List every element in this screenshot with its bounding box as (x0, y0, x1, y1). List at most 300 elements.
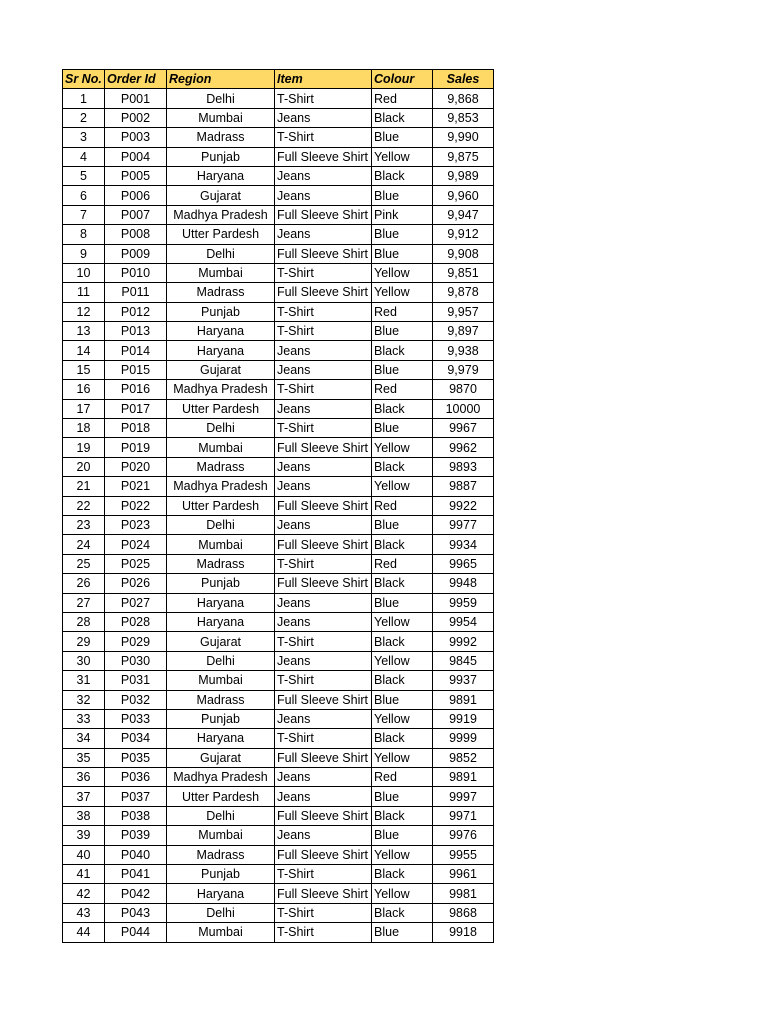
item-cell[interactable]: Full Sleeve Shirt (275, 845, 372, 864)
table-row (63, 457, 494, 476)
item-cell[interactable]: T-Shirt (275, 419, 372, 438)
item-cell[interactable]: T-Shirt (275, 128, 372, 147)
table-row (63, 515, 494, 534)
region-cell[interactable]: Punjab (167, 302, 275, 321)
colour-cell[interactable]: Yellow (372, 845, 433, 864)
item-cell[interactable]: Jeans (275, 477, 372, 496)
item-cell[interactable]: Jeans (275, 341, 372, 360)
colour-cell[interactable]: Black (372, 457, 433, 476)
colour-cell[interactable]: Black (372, 108, 433, 127)
region-cell[interactable]: Madhya Pradesh (167, 380, 275, 399)
order-id-cell[interactable]: P014 (105, 341, 167, 360)
order-id-cell[interactable]: P003 (105, 128, 167, 147)
table-row (63, 438, 494, 457)
region-cell[interactable]: Madhya Pradesh (167, 477, 275, 496)
order-id-cell[interactable]: P023 (105, 515, 167, 534)
item-cell[interactable]: Full Sleeve Shirt (275, 244, 372, 263)
region-cell[interactable]: Gujarat (167, 748, 275, 767)
table-row (63, 477, 494, 496)
sales-cell[interactable]: 9918 (433, 923, 494, 942)
table-row (63, 302, 494, 321)
region-cell[interactable]: Haryana (167, 166, 275, 185)
region-cell[interactable]: Mumbai (167, 263, 275, 282)
sales-cell[interactable]: 9,853 (433, 108, 494, 127)
order-id-cell[interactable]: P034 (105, 729, 167, 748)
sales-cell[interactable]: 9919 (433, 709, 494, 728)
sr-no-cell[interactable]: 12 (63, 302, 105, 321)
colour-cell[interactable]: Black (372, 574, 433, 593)
region-cell[interactable]: Gujarat (167, 632, 275, 651)
sr-no-cell[interactable]: 41 (63, 865, 105, 884)
order-id-cell[interactable]: P015 (105, 360, 167, 379)
item-cell[interactable]: Jeans (275, 515, 372, 534)
colour-cell[interactable]: Red (372, 380, 433, 399)
item-cell[interactable]: Full Sleeve Shirt (275, 748, 372, 767)
sr-no-cell[interactable]: 44 (63, 923, 105, 942)
sales-cell[interactable]: 10000 (433, 399, 494, 418)
sales-cell[interactable]: 9893 (433, 457, 494, 476)
colour-cell[interactable]: Yellow (372, 884, 433, 903)
sr-no-cell[interactable]: 32 (63, 690, 105, 709)
region-cell[interactable]: Gujarat (167, 186, 275, 205)
sales-cell[interactable]: 9934 (433, 535, 494, 554)
sr-no-cell[interactable]: 30 (63, 651, 105, 670)
colour-cell[interactable]: Yellow (372, 283, 433, 302)
sales-cell[interactable]: 9954 (433, 612, 494, 631)
sr-no-cell[interactable]: 29 (63, 632, 105, 651)
colour-cell[interactable]: Yellow (372, 709, 433, 728)
colour-cell[interactable]: Pink (372, 205, 433, 224)
header-item[interactable]: Item (275, 70, 372, 89)
sales-cell[interactable]: 9887 (433, 477, 494, 496)
colour-cell[interactable]: Black (372, 166, 433, 185)
sr-no-cell[interactable]: 23 (63, 515, 105, 534)
sales-cell[interactable]: 9992 (433, 632, 494, 651)
colour-cell[interactable]: Red (372, 302, 433, 321)
colour-cell[interactable]: Blue (372, 360, 433, 379)
item-cell[interactable]: T-Shirt (275, 923, 372, 942)
sr-no-cell[interactable]: 31 (63, 671, 105, 690)
colour-cell[interactable]: Black (372, 903, 433, 922)
region-cell[interactable]: Haryana (167, 612, 275, 631)
sr-no-cell[interactable]: 33 (63, 709, 105, 728)
order-id-cell[interactable]: P029 (105, 632, 167, 651)
region-cell[interactable]: Delhi (167, 89, 275, 108)
sales-cell[interactable]: 9962 (433, 438, 494, 457)
table-row (63, 593, 494, 612)
sales-cell[interactable]: 9948 (433, 574, 494, 593)
sr-no-cell[interactable]: 19 (63, 438, 105, 457)
sales-cell[interactable]: 9961 (433, 865, 494, 884)
region-cell[interactable]: Mumbai (167, 671, 275, 690)
table-row (63, 806, 494, 825)
header-sr-no[interactable]: Sr No. (63, 70, 105, 89)
sales-cell[interactable]: 9,875 (433, 147, 494, 166)
region-cell[interactable]: Madrass (167, 690, 275, 709)
item-cell[interactable]: Jeans (275, 108, 372, 127)
colour-cell[interactable]: Blue (372, 690, 433, 709)
sales-cell[interactable]: 9,960 (433, 186, 494, 205)
colour-cell[interactable]: Yellow (372, 477, 433, 496)
item-cell[interactable]: T-Shirt (275, 729, 372, 748)
region-cell[interactable]: Madrass (167, 554, 275, 573)
region-cell[interactable]: Delhi (167, 903, 275, 922)
colour-cell[interactable]: Yellow (372, 612, 433, 631)
sales-cell[interactable]: 9965 (433, 554, 494, 573)
region-cell[interactable]: Punjab (167, 709, 275, 728)
item-cell[interactable]: Full Sleeve Shirt (275, 574, 372, 593)
item-cell[interactable]: Full Sleeve Shirt (275, 283, 372, 302)
table-row (63, 535, 494, 554)
order-id-cell[interactable]: P042 (105, 884, 167, 903)
table-row (63, 496, 494, 515)
sr-no-cell[interactable]: 17 (63, 399, 105, 418)
sr-no-cell[interactable]: 15 (63, 360, 105, 379)
order-id-cell[interactable]: P037 (105, 787, 167, 806)
order-id-cell[interactable]: P026 (105, 574, 167, 593)
item-cell[interactable]: T-Shirt (275, 903, 372, 922)
item-cell[interactable]: Jeans (275, 225, 372, 244)
order-id-cell[interactable]: P009 (105, 244, 167, 263)
sr-no-cell[interactable]: 25 (63, 554, 105, 573)
item-cell[interactable]: Full Sleeve Shirt (275, 806, 372, 825)
item-cell[interactable]: Full Sleeve Shirt (275, 884, 372, 903)
item-cell[interactable]: Jeans (275, 360, 372, 379)
colour-cell[interactable]: Black (372, 399, 433, 418)
item-cell[interactable]: T-Shirt (275, 322, 372, 341)
sr-no-cell[interactable]: 36 (63, 768, 105, 787)
item-cell[interactable]: Jeans (275, 651, 372, 670)
header-colour[interactable]: Colour (372, 70, 433, 89)
sr-no-cell[interactable]: 35 (63, 748, 105, 767)
table-row (63, 826, 494, 845)
table-row (63, 108, 494, 127)
header-sales[interactable]: Sales (433, 70, 494, 89)
order-id-cell[interactable]: P012 (105, 302, 167, 321)
region-cell[interactable]: Mumbai (167, 826, 275, 845)
table-row (63, 671, 494, 690)
table-row (63, 89, 494, 108)
region-cell[interactable]: Gujarat (167, 360, 275, 379)
item-cell[interactable]: T-Shirt (275, 263, 372, 282)
region-cell[interactable]: Madhya Pradesh (167, 205, 275, 224)
sales-cell[interactable]: 9,938 (433, 341, 494, 360)
colour-cell[interactable]: Black (372, 632, 433, 651)
sales-cell[interactable]: 9922 (433, 496, 494, 515)
order-id-cell[interactable]: P027 (105, 593, 167, 612)
sr-no-cell[interactable]: 24 (63, 535, 105, 554)
sales-cell[interactable]: 9,990 (433, 128, 494, 147)
region-cell[interactable]: Utter Pardesh (167, 399, 275, 418)
colour-cell[interactable]: Yellow (372, 651, 433, 670)
sr-no-cell[interactable]: 13 (63, 322, 105, 341)
item-cell[interactable]: Jeans (275, 593, 372, 612)
region-cell[interactable]: Haryana (167, 593, 275, 612)
region-cell[interactable]: Haryana (167, 729, 275, 748)
item-cell[interactable]: Jeans (275, 768, 372, 787)
table-row (63, 768, 494, 787)
order-id-cell[interactable]: P040 (105, 845, 167, 864)
table-row (63, 729, 494, 748)
order-id-cell[interactable]: P021 (105, 477, 167, 496)
order-id-cell[interactable]: P041 (105, 865, 167, 884)
colour-cell[interactable]: Black (372, 535, 433, 554)
sr-no-cell[interactable]: 18 (63, 419, 105, 438)
sales-cell[interactable]: 9,908 (433, 244, 494, 263)
sr-no-cell[interactable]: 20 (63, 457, 105, 476)
table-row (63, 263, 494, 282)
header-region[interactable]: Region (167, 70, 275, 89)
sales-cell[interactable]: 9,947 (433, 205, 494, 224)
sales-cell[interactable]: 9,957 (433, 302, 494, 321)
sr-no-cell[interactable]: 27 (63, 593, 105, 612)
region-cell[interactable]: Utter Pardesh (167, 787, 275, 806)
sales-cell[interactable]: 9981 (433, 884, 494, 903)
sr-no-cell[interactable]: 4 (63, 147, 105, 166)
sales-cell[interactable]: 9,851 (433, 263, 494, 282)
colour-cell[interactable]: Blue (372, 322, 433, 341)
order-id-cell[interactable]: P017 (105, 399, 167, 418)
sr-no-cell[interactable]: 21 (63, 477, 105, 496)
sr-no-cell[interactable]: 40 (63, 845, 105, 864)
order-id-cell[interactable]: P004 (105, 147, 167, 166)
colour-cell[interactable]: Red (372, 496, 433, 515)
region-cell[interactable]: Delhi (167, 806, 275, 825)
sr-no-cell[interactable]: 16 (63, 380, 105, 399)
sales-cell[interactable]: 9999 (433, 729, 494, 748)
region-cell[interactable]: Mumbai (167, 108, 275, 127)
item-cell[interactable]: Full Sleeve Shirt (275, 496, 372, 515)
colour-cell[interactable]: Blue (372, 515, 433, 534)
order-id-cell[interactable]: P006 (105, 186, 167, 205)
sales-cell[interactable]: 9971 (433, 806, 494, 825)
sales-cell[interactable]: 9997 (433, 787, 494, 806)
item-cell[interactable]: Full Sleeve Shirt (275, 438, 372, 457)
item-cell[interactable]: T-Shirt (275, 554, 372, 573)
sr-no-cell[interactable]: 11 (63, 283, 105, 302)
item-cell[interactable]: Full Sleeve Shirt (275, 690, 372, 709)
sales-cell[interactable]: 9891 (433, 768, 494, 787)
sales-cell[interactable]: 9976 (433, 826, 494, 845)
table-row (63, 225, 494, 244)
colour-cell[interactable]: Blue (372, 826, 433, 845)
order-id-cell[interactable]: P013 (105, 322, 167, 341)
order-id-cell[interactable]: P007 (105, 205, 167, 224)
sales-cell[interactable]: 9845 (433, 651, 494, 670)
order-id-cell[interactable]: P036 (105, 768, 167, 787)
region-cell[interactable]: Haryana (167, 884, 275, 903)
sr-no-cell[interactable]: 37 (63, 787, 105, 806)
table-row (63, 787, 494, 806)
sales-cell[interactable]: 9868 (433, 903, 494, 922)
region-cell[interactable]: Mumbai (167, 923, 275, 942)
sales-cell[interactable]: 9891 (433, 690, 494, 709)
header-order-id[interactable]: Order Id (105, 70, 167, 89)
region-cell[interactable]: Mumbai (167, 535, 275, 554)
sales-cell[interactable]: 9959 (433, 593, 494, 612)
sr-no-cell[interactable]: 26 (63, 574, 105, 593)
sales-cell[interactable]: 9,878 (433, 283, 494, 302)
sales-cell[interactable]: 9,989 (433, 166, 494, 185)
order-id-cell[interactable]: P043 (105, 903, 167, 922)
sales-cell[interactable]: 9955 (433, 845, 494, 864)
order-id-cell[interactable]: P008 (105, 225, 167, 244)
order-id-cell[interactable]: P010 (105, 263, 167, 282)
region-cell[interactable]: Mumbai (167, 438, 275, 457)
item-cell[interactable]: Jeans (275, 826, 372, 845)
header-row (63, 70, 494, 89)
region-cell[interactable]: Utter Pardesh (167, 496, 275, 515)
colour-cell[interactable]: Red (372, 768, 433, 787)
colour-cell[interactable]: Black (372, 671, 433, 690)
table-body (63, 89, 494, 942)
table-row (63, 166, 494, 185)
sr-no-cell[interactable]: 14 (63, 341, 105, 360)
order-id-cell[interactable]: P024 (105, 535, 167, 554)
colour-cell[interactable]: Yellow (372, 263, 433, 282)
order-id-cell[interactable]: P005 (105, 166, 167, 185)
colour-cell[interactable]: Blue (372, 128, 433, 147)
order-id-cell[interactable]: P028 (105, 612, 167, 631)
sr-no-cell[interactable]: 7 (63, 205, 105, 224)
order-id-cell[interactable]: P019 (105, 438, 167, 457)
region-cell[interactable]: Delhi (167, 419, 275, 438)
sr-no-cell[interactable]: 39 (63, 826, 105, 845)
region-cell[interactable]: Delhi (167, 515, 275, 534)
order-id-cell[interactable]: P044 (105, 923, 167, 942)
item-cell[interactable]: T-Shirt (275, 380, 372, 399)
order-id-cell[interactable]: P011 (105, 283, 167, 302)
order-id-cell[interactable]: P038 (105, 806, 167, 825)
colour-cell[interactable]: Black (372, 729, 433, 748)
region-cell[interactable]: Punjab (167, 865, 275, 884)
order-id-cell[interactable]: P002 (105, 108, 167, 127)
order-id-cell[interactable]: P025 (105, 554, 167, 573)
region-cell[interactable]: Madrass (167, 457, 275, 476)
sales-cell[interactable]: 9,979 (433, 360, 494, 379)
colour-cell[interactable]: Blue (372, 225, 433, 244)
item-cell[interactable]: Full Sleeve Shirt (275, 147, 372, 166)
colour-cell[interactable]: Black (372, 341, 433, 360)
sr-no-cell[interactable]: 28 (63, 612, 105, 631)
sr-no-cell[interactable]: 2 (63, 108, 105, 127)
sr-no-cell[interactable]: 34 (63, 729, 105, 748)
sr-no-cell[interactable]: 6 (63, 186, 105, 205)
table-row (63, 923, 494, 942)
item-cell[interactable]: Jeans (275, 709, 372, 728)
sr-no-cell[interactable]: 3 (63, 128, 105, 147)
table-row (63, 903, 494, 922)
order-id-cell[interactable]: P020 (105, 457, 167, 476)
region-cell[interactable]: Delhi (167, 651, 275, 670)
sales-cell[interactable]: 9,868 (433, 89, 494, 108)
sr-no-cell[interactable]: 42 (63, 884, 105, 903)
order-id-cell[interactable]: P018 (105, 419, 167, 438)
order-id-cell[interactable]: P035 (105, 748, 167, 767)
region-cell[interactable]: Utter Pardesh (167, 225, 275, 244)
colour-cell[interactable]: Blue (372, 186, 433, 205)
region-cell[interactable]: Punjab (167, 574, 275, 593)
region-cell[interactable]: Madrass (167, 283, 275, 302)
sales-cell[interactable]: 9852 (433, 748, 494, 767)
table-row (63, 360, 494, 379)
item-cell[interactable]: T-Shirt (275, 865, 372, 884)
table-row (63, 205, 494, 224)
item-cell[interactable]: T-Shirt (275, 671, 372, 690)
table-row (63, 380, 494, 399)
sr-no-cell[interactable]: 1 (63, 89, 105, 108)
region-cell[interactable]: Punjab (167, 147, 275, 166)
table-row (63, 884, 494, 903)
item-cell[interactable]: T-Shirt (275, 89, 372, 108)
table-row (63, 283, 494, 302)
colour-cell[interactable]: Blue (372, 419, 433, 438)
sr-no-cell[interactable]: 43 (63, 903, 105, 922)
order-id-cell[interactable]: P022 (105, 496, 167, 515)
order-id-cell[interactable]: P032 (105, 690, 167, 709)
item-cell[interactable]: Jeans (275, 399, 372, 418)
colour-cell[interactable]: Red (372, 554, 433, 573)
colour-cell[interactable]: Black (372, 865, 433, 884)
colour-cell[interactable]: Blue (372, 923, 433, 942)
sr-no-cell[interactable]: 22 (63, 496, 105, 515)
item-cell[interactable]: Jeans (275, 787, 372, 806)
item-cell[interactable]: Jeans (275, 457, 372, 476)
table-row (63, 632, 494, 651)
sales-cell[interactable]: 9870 (433, 380, 494, 399)
colour-cell[interactable]: Black (372, 806, 433, 825)
colour-cell[interactable]: Red (372, 89, 433, 108)
sr-no-cell[interactable]: 8 (63, 225, 105, 244)
region-cell[interactable]: Madrass (167, 128, 275, 147)
order-id-cell[interactable]: P033 (105, 709, 167, 728)
region-cell[interactable]: Haryana (167, 322, 275, 341)
table-row (63, 341, 494, 360)
order-id-cell[interactable]: P031 (105, 671, 167, 690)
item-cell[interactable]: Full Sleeve Shirt (275, 205, 372, 224)
sales-cell[interactable]: 9,912 (433, 225, 494, 244)
sr-no-cell[interactable]: 10 (63, 263, 105, 282)
item-cell[interactable]: Full Sleeve Shirt (275, 535, 372, 554)
order-id-cell[interactable]: P001 (105, 89, 167, 108)
colour-cell[interactable]: Yellow (372, 438, 433, 457)
colour-cell[interactable]: Blue (372, 787, 433, 806)
colour-cell[interactable]: Yellow (372, 748, 433, 767)
region-cell[interactable]: Delhi (167, 244, 275, 263)
colour-cell[interactable]: Blue (372, 593, 433, 612)
order-id-cell[interactable]: P039 (105, 826, 167, 845)
sr-no-cell[interactable]: 38 (63, 806, 105, 825)
item-cell[interactable]: Jeans (275, 166, 372, 185)
colour-cell[interactable]: Yellow (372, 147, 433, 166)
sr-no-cell[interactable]: 9 (63, 244, 105, 263)
sr-no-cell[interactable]: 5 (63, 166, 105, 185)
item-cell[interactable]: Jeans (275, 612, 372, 631)
sales-cell[interactable]: 9977 (433, 515, 494, 534)
order-id-cell[interactable]: P016 (105, 380, 167, 399)
region-cell[interactable]: Haryana (167, 341, 275, 360)
sales-cell[interactable]: 9967 (433, 419, 494, 438)
colour-cell[interactable]: Blue (372, 244, 433, 263)
order-id-cell[interactable]: P030 (105, 651, 167, 670)
item-cell[interactable]: T-Shirt (275, 302, 372, 321)
region-cell[interactable]: Madrass (167, 845, 275, 864)
sales-cell[interactable]: 9,897 (433, 322, 494, 341)
region-cell[interactable]: Madhya Pradesh (167, 768, 275, 787)
item-cell[interactable]: Jeans (275, 186, 372, 205)
sales-cell[interactable]: 9937 (433, 671, 494, 690)
item-cell[interactable]: T-Shirt (275, 632, 372, 651)
